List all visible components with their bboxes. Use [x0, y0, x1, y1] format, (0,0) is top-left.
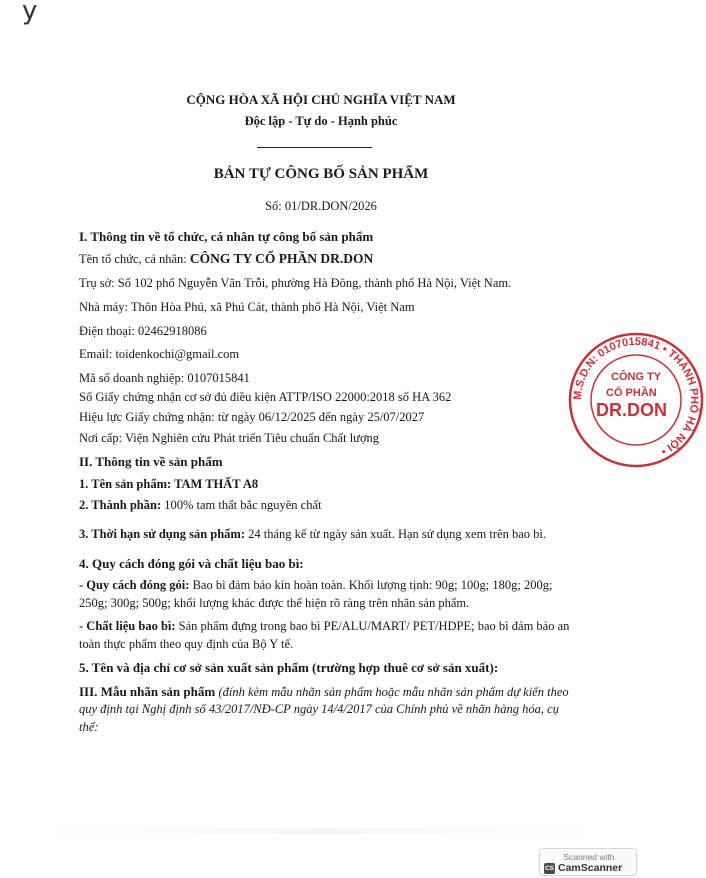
- tax-code: Mã số doanh nghiệp: 0107015841: [79, 371, 250, 385]
- ingredients-line: [79, 498, 322, 513]
- org-name-value: CÔNG TY CỔ PHẦN DR.DON: [189, 251, 374, 266]
- header-divider: [257, 147, 372, 148]
- packaging-material-line-2: toàn thực phẩm theo quy định của Bộ Y tế.: [79, 637, 294, 651]
- phone-number: Điện thoại: 02462918086: [79, 324, 207, 338]
- shelf-life-label: 3. Thời hạn sử dụng sản phẩm:: [79, 527, 249, 541]
- certificate-number: Số Giấy chứng nhận cơ sở đủ điều kiện ATTP/ISO 22000:2018 số HA 362: [79, 390, 452, 404]
- packaging-spec-line-1: [79, 578, 552, 593]
- scan-shadow: [40, 828, 600, 834]
- packaging-spec-text: Bao bì đảm bảo kín hoàn toàn. Khối lượng tịnh: 90g; 100g; 180g; 200g;: [192, 578, 553, 592]
- head-office-address: Trụ sở: Số 102 phố Nguyễn Văn Trỗi, phường Hà Đông, thành phố Hà Nội, Việt Nam.: [79, 276, 512, 290]
- certificate-validity: Hiệu lực Giấy chứng nhận: từ ngày 06/12/2025 đến ngày 25/07/2027: [79, 410, 425, 424]
- section-3-line-2: quy định tại Nghị định số 43/2017/NĐ-CP ngày 14/4/2017 của Chính phủ về nhãn hàng hóa, cụ: [79, 702, 559, 716]
- section-3-heading: III. Mẫu nhãn sản phẩm: [79, 684, 219, 699]
- watermark-caption: Scanned with: [563, 852, 615, 862]
- factory-address: Nhà máy: Thôn Hòa Phú, xã Phú Cát, thành phố Hà Nội, Việt Nam: [79, 300, 415, 314]
- product-name-value: TAM THẤT A8: [174, 477, 259, 491]
- camscanner-logo-icon: CS: [544, 865, 555, 872]
- ingredients-label: 2. Thành phần:: [79, 498, 165, 512]
- shelf-life-line: [79, 527, 546, 542]
- seal-line-3: DR.DON: [596, 400, 667, 420]
- certificate-issuer: Nơi cấp: Viện Nghiên cứu Phát triển Tiêu chuẩn Chất lượng: [79, 431, 380, 445]
- camscanner-watermark: [539, 848, 637, 876]
- packaging-spec-line-2: 250g; 300g; 500g; khối lượng khác được thể hiện rõ ràng trên nhãn sản phẩm.: [79, 596, 470, 610]
- section-3-note: (đính kèm mẫu nhãn sản phẩm hoặc mẫu nhãn sản phẩm dự kiến theo: [218, 685, 569, 699]
- shelf-life-value: 24 tháng kể từ ngày sản xuất. Hạn sử dụng xem trên bao bì.: [248, 527, 547, 541]
- manufacturer-heading: 5. Tên và địa chỉ cơ sở sản xuất sản phẩm (trường hợp thuê cơ sở sản xuất):: [79, 660, 499, 675]
- seal-line-1: CÔNG TY: [611, 371, 662, 383]
- document-number: Số: 01/DR.DON/2026: [265, 199, 377, 213]
- ingredients-value: 100% tam thất bắc nguyên chất: [164, 498, 322, 512]
- watermark-brand: CamScanner: [558, 862, 623, 874]
- packaging-material-line-1: [79, 619, 569, 634]
- packaging-material-label: - Chất liệu bao bì:: [79, 619, 179, 633]
- national-motto: Độc lập - Tự do - Hạnh phúc: [244, 114, 398, 128]
- country-name: CỘNG HÒA XÃ HỘI CHỦ NGHĨA VIỆT NAM: [186, 92, 456, 107]
- org-name-line: [79, 251, 373, 267]
- packaging-spec-label: - Quy cách đóng gói:: [79, 578, 193, 592]
- product-name-line: [79, 477, 258, 492]
- seal-line-2: CỔ PHẦN: [606, 387, 657, 399]
- seal-ring-text: M.S.D.N: 0107015841 • THÀNH PHỐ HÀ NỘI •: [571, 335, 701, 458]
- document-title: BẢN TỰ CÔNG BỐ SẢN PHẨM: [213, 166, 429, 182]
- product-name-label: 1. Tên sản phẩm:: [79, 477, 175, 491]
- section-3-line-3: thể:: [79, 720, 99, 734]
- email-address: Email: toidenkochi@gmail.com: [79, 347, 240, 361]
- company-seal-stamp: [566, 330, 706, 470]
- packaging-heading: 4. Quy cách đóng gói và chất liệu bao bì:: [79, 556, 304, 571]
- section-1-heading: I. Thông tin về tổ chức, cá nhân tự công bố sản phẩm: [79, 229, 374, 244]
- handwritten-mark: y: [22, 0, 38, 26]
- section-3-line-1: [79, 684, 569, 700]
- org-name-label: Tên tổ chức, cá nhân:: [79, 252, 190, 266]
- packaging-material-text: Sản phẩm đựng trong bao bì PE/ALU/MART/ PET/HDPE; bao bì đảm bảo an: [178, 619, 570, 633]
- section-2-heading: II. Thông tin về sản phẩm: [79, 454, 223, 469]
